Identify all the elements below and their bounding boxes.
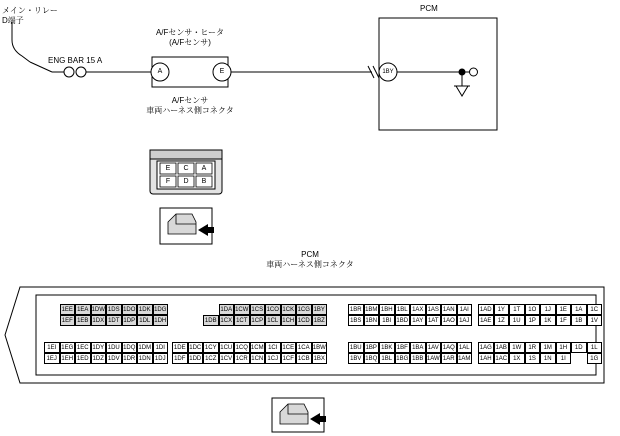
main-relay-label: メイン・リレー D端子 <box>2 6 58 25</box>
pcm-pin-1AC: 1AC <box>494 353 510 364</box>
pcm-pin-1BD: 1BD <box>395 315 411 326</box>
pcm-pin-1CU: 1CU <box>219 342 235 353</box>
pcm-pin-1CT: 1CT <box>234 315 250 326</box>
pcm-pin-1DC: 1DC <box>188 342 204 353</box>
pcm-pin-1BZ: 1BZ <box>312 315 328 326</box>
pcm-pin-1DI: 1DI <box>153 342 169 353</box>
pcm-pin-1BH: 1BH <box>379 304 395 315</box>
pcm-pin-1BL: 1BL <box>379 353 395 364</box>
pcm-pin-1S: 1S <box>525 353 541 364</box>
pcm-internal-terminal <box>470 68 478 76</box>
pcm-pin-1BX: 1BX <box>312 353 328 364</box>
pcm-pin-1CS: 1CS <box>250 304 266 315</box>
pcm-pin-1DZ: 1DZ <box>91 353 107 364</box>
pcm-pin-1DJ: 1DJ <box>153 353 169 364</box>
pcm-pin-1CQ: 1CQ <box>234 342 250 353</box>
pcm-pin-1AS: 1AS <box>426 304 442 315</box>
pcm-connector-drawing <box>5 287 604 383</box>
pcm-pin-1CZ: 1CZ <box>203 353 219 364</box>
pcm-pin-1AE: 1AE <box>478 315 494 326</box>
main-relay-lead <box>12 22 30 62</box>
pcm-pin-1AV: 1AV <box>426 342 442 353</box>
pcm-label: PCM <box>420 4 438 13</box>
pcm-pin-1F: 1F <box>556 315 572 326</box>
pcm-pin-1BN: 1BN <box>364 315 380 326</box>
fuse-label: ENG BAR 15 A <box>48 56 103 65</box>
af-sensor-heater-label: A/Fセンサ・ヒータ (A/Fセンサ) <box>155 28 225 47</box>
pcm-pin-1T: 1T <box>509 304 525 315</box>
pcm-pin-1BW: 1BW <box>312 342 328 353</box>
pcm-pin-1DD: 1DD <box>188 353 204 364</box>
pcm-pin-1AO: 1AO <box>441 315 457 326</box>
pcm-pin-1BA: 1BA <box>410 342 426 353</box>
pcm-pin-1V: 1V <box>587 315 603 326</box>
pcm-pin-1DO: 1DO <box>122 304 138 315</box>
pcm-pin-1P: 1P <box>525 315 541 326</box>
pcm-pin-1DW: 1DW <box>91 304 107 315</box>
pcm-pin-1CW: 1CW <box>234 304 250 315</box>
pcm-pin-1DS: 1DS <box>106 304 122 315</box>
pcm-pin-1CR: 1CR <box>234 353 250 364</box>
pcm-pin-1AH: 1AH <box>478 353 494 364</box>
pcm-pin-1DV: 1DV <box>106 353 122 364</box>
pcm-pin-1CI: 1CI <box>265 342 281 353</box>
pcm-pin-1AR: 1AR <box>441 353 457 364</box>
fuse-icon-right <box>76 67 86 77</box>
pcm-pin-1ED: 1ED <box>75 353 91 364</box>
pcm-pin-1DE: 1DE <box>172 342 188 353</box>
pcm-pin-1DH: 1DH <box>153 315 169 326</box>
pcm-pin-1CM: 1CM <box>250 342 266 353</box>
pcm-pin-1CY: 1CY <box>203 342 219 353</box>
af-pin-f: F <box>165 178 171 185</box>
pcm-pin-1BG: 1BG <box>395 353 411 364</box>
pcm-pin-1CG: 1CG <box>296 304 312 315</box>
pcm-pin-1K: 1K <box>540 315 556 326</box>
pcm-pin-1CO: 1CO <box>265 304 281 315</box>
pcm-pin-1AY: 1AY <box>410 315 426 326</box>
pcm-pin-1BQ: 1BQ <box>364 353 380 364</box>
pcm-pin-1AG: 1AG <box>478 342 494 353</box>
pcm-pin-1EB: 1EB <box>75 315 91 326</box>
pcm-pin-1E: 1E <box>556 304 572 315</box>
af-pin-a: A <box>201 165 207 172</box>
pcm-pin-1AI: 1AI <box>457 304 473 315</box>
pcm-pin-1DR: 1DR <box>122 353 138 364</box>
pcm-pin-1DM: 1DM <box>137 342 153 353</box>
pcm-pin-1DG: 1DG <box>153 304 169 315</box>
pcm-pin-1M: 1M <box>540 342 556 353</box>
pcm-pin-1BY: 1BY <box>312 304 328 315</box>
af-pin-c: C <box>183 165 189 172</box>
pcm-pin-1R: 1R <box>525 342 541 353</box>
pcm-pin-1O: 1O <box>525 304 541 315</box>
pcm-pin-1BS: 1BS <box>348 315 364 326</box>
pcm-pin-1DN: 1DN <box>137 353 153 364</box>
pcm-pin-1CH: 1CH <box>281 315 297 326</box>
pcm-pin-1EJ: 1EJ <box>44 353 60 364</box>
af-pin-b: B <box>201 178 207 185</box>
pcm-pin-1DL: 1DL <box>137 315 153 326</box>
pcm-pin-1BP: 1BP <box>364 342 380 353</box>
pcm-pin-1CD: 1CD <box>296 315 312 326</box>
pcm-pin-1AN: 1AN <box>441 304 457 315</box>
pcm-pin-1AJ: 1AJ <box>457 315 473 326</box>
af-sensor-connector-label: A/Fセンサ 車両ハーネス側コネクタ <box>146 96 234 115</box>
pcm-pin-1DT: 1DT <box>106 315 122 326</box>
pcm-pin-1A: 1A <box>571 304 587 315</box>
pcm-pin-1EA: 1EA <box>75 304 91 315</box>
pcm-connector-label: PCM 車両ハーネス側コネクタ <box>266 250 354 269</box>
pcm-pin-1BU: 1BU <box>348 342 364 353</box>
pcm-pin-1DQ: 1DQ <box>122 342 138 353</box>
pcm-pin-1BR: 1BR <box>348 304 364 315</box>
connector-photo-icon-2 <box>272 398 326 432</box>
pcm-pin-1J: 1J <box>540 304 556 315</box>
pcm-pin-1DF: 1DF <box>172 353 188 364</box>
pcm-pin-1X: 1X <box>509 353 525 364</box>
pcm-terminal-label: 1BY <box>382 69 394 75</box>
pcm-pin-1DB: 1DB <box>203 315 219 326</box>
pcm-pin-1CX: 1CX <box>219 315 235 326</box>
pcm-pin-1CN: 1CN <box>250 353 266 364</box>
connector-photo-icon-1 <box>160 208 214 244</box>
pcm-pin-1CB: 1CB <box>296 353 312 364</box>
pcm-pin-1BK: 1BK <box>379 342 395 353</box>
sensor-terminal-e-label: E <box>219 68 225 75</box>
pcm-pin-1EC: 1EC <box>75 342 91 353</box>
pcm-pin-1Z: 1Z <box>494 315 510 326</box>
pcm-pin-1AB: 1AB <box>494 342 510 353</box>
pcm-pin-1AL: 1AL <box>457 342 473 353</box>
pcm-pin-1BI: 1BI <box>379 315 395 326</box>
pcm-pin-1W: 1W <box>509 342 525 353</box>
pcm-pin-1U: 1U <box>509 315 525 326</box>
pcm-pin-1BL: 1BL <box>395 304 411 315</box>
pcm-pin-1CV: 1CV <box>219 353 235 364</box>
pcm-pin-1CL: 1CL <box>265 315 281 326</box>
pcm-pin-1C: 1C <box>587 304 603 315</box>
af-pin-d: D <box>183 178 189 185</box>
pcm-pin-1EG: 1EG <box>60 342 76 353</box>
pcm-pin-1AT: 1AT <box>426 315 442 326</box>
pcm-pin-1DK: 1DK <box>137 304 153 315</box>
pcm-pin-1BF: 1BF <box>395 342 411 353</box>
pcm-pin-1EE: 1EE <box>60 304 76 315</box>
pcm-pin-1I: 1I <box>556 353 572 364</box>
pcm-pin-1D: 1D <box>571 342 587 353</box>
pcm-pin-1G: 1G <box>587 353 603 364</box>
pcm-pin-1DY: 1DY <box>91 342 107 353</box>
pcm-pin-1EI: 1EI <box>44 342 60 353</box>
pcm-pin-1AM: 1AM <box>457 353 473 364</box>
pcm-pin-1H: 1H <box>556 342 572 353</box>
pcm-pin-1EH: 1EH <box>60 353 76 364</box>
pcm-pin-1BV: 1BV <box>348 353 364 364</box>
pcm-pin-1CJ: 1CJ <box>265 353 281 364</box>
pcm-pin-1CE: 1CE <box>281 342 297 353</box>
pcm-pin-1DA: 1DA <box>219 304 235 315</box>
pcm-pin-1N: 1N <box>540 353 556 364</box>
pcm-pin-1DX: 1DX <box>91 315 107 326</box>
af-pin-e: E <box>165 165 171 172</box>
pcm-pin-1AW: 1AW <box>426 353 442 364</box>
pcm-pin-1DP: 1DP <box>122 315 138 326</box>
pcm-pin-1CP: 1CP <box>250 315 266 326</box>
pcm-pin-1B: 1B <box>571 315 587 326</box>
pcm-pin-1CF: 1CF <box>281 353 297 364</box>
pcm-pin-1DU: 1DU <box>106 342 122 353</box>
pcm-pin-1BM: 1BM <box>364 304 380 315</box>
pcm-pin-1CK: 1CK <box>281 304 297 315</box>
fuse-icon-left <box>64 67 74 77</box>
pcm-pin-1AD: 1AD <box>478 304 494 315</box>
sensor-terminal-a-label: A <box>157 68 163 75</box>
pcm-pin-1L: 1L <box>587 342 603 353</box>
pcm-pin-1EF: 1EF <box>60 315 76 326</box>
pcm-pin-1BB: 1BB <box>410 353 426 364</box>
pcm-pin-1AQ: 1AQ <box>441 342 457 353</box>
pcm-pin-1CA: 1CA <box>296 342 312 353</box>
pcm-pin-1AX: 1AX <box>410 304 426 315</box>
pcm-pin-1Y: 1Y <box>494 304 510 315</box>
